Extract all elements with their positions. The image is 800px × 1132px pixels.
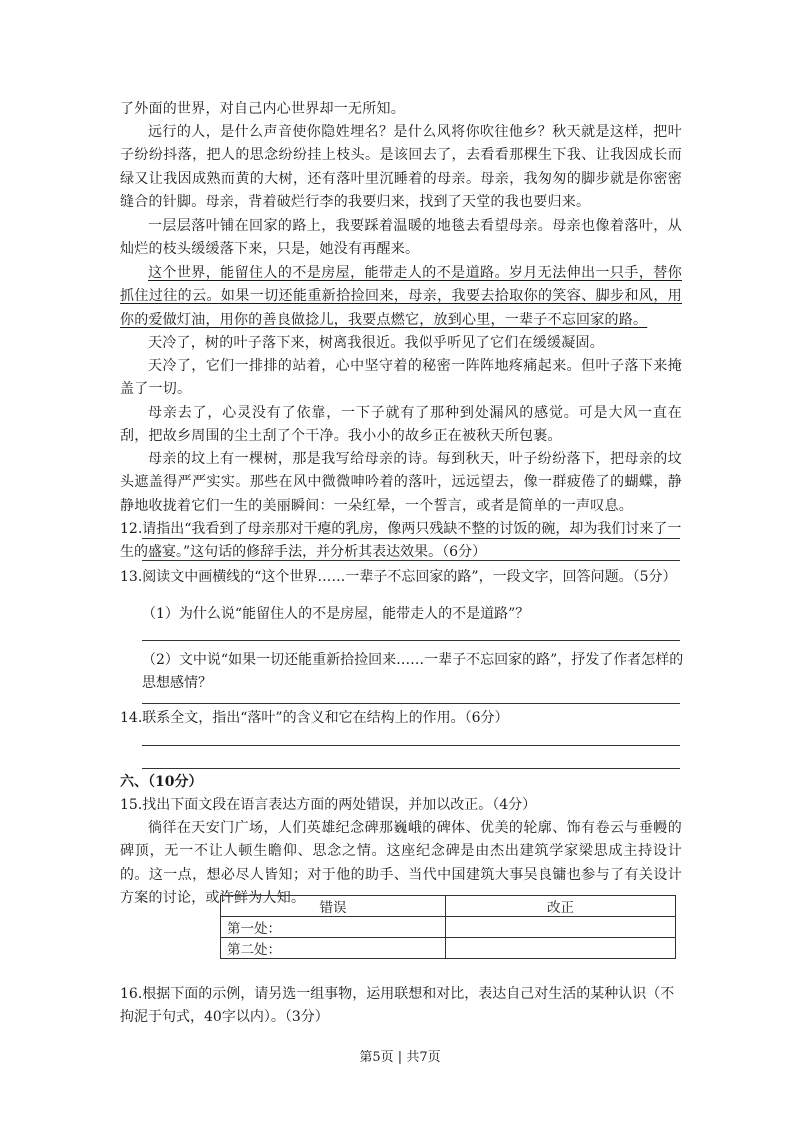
question-12 — [120, 518, 686, 565]
table-header-correction: 改正 — [446, 896, 676, 917]
passage-line-top: 了外面的世界，对自己内心世界却一无所知。 — [120, 101, 405, 117]
question-text: 根据下面的示例，请另选一组事物，运用联想和对比，表达自己对生活的某种认识（不拘泥于句式，40字以内）。（3分） — [120, 986, 675, 1026]
table-header-error: 错误 — [221, 896, 446, 917]
question-text: 请指出“我看到了母亲那对干瘪的乳房，像两只残缺不整的讨饭的碗，却为我们讨来了一生的盛宴。”这句话的修辞手法，并分析其表达效果。（6分） — [120, 521, 682, 561]
question-14 — [120, 707, 686, 730]
error-correction-table — [220, 895, 676, 959]
question-text: 找出下面文段在语言表达方面的两处错误，并加以改正。（4分） — [142, 797, 537, 813]
passage-paragraph-6: 母亲去了，心灵没有了依靠，一下子就有了那种到处漏风的感觉。可是大风一直在刮，把故乡周围的尘土刮了个干净。我小小的故乡正在被秋天所包裹。 — [120, 405, 682, 445]
passage-paragraph-1: 远行的人，是什么声音使你隐姓埋名？是什么风将你吹往他乡？秋天就是这样，把叶子纷纷抖落，把人的思念纷纷挂上枝头。是该回去了，去看看那棵生下我、让我因成长而绿又让我因成熟而黄的大树，还有落叶里沉睡着的母亲。母亲，我匆匆的脚步就是你密密缝合的针脚。母亲，背着破烂行李的我要归来，找到了天堂的我也要归来。 — [120, 124, 682, 210]
question-number: 16. — [120, 986, 143, 1002]
table-cell-label[interactable]: 第一处： — [221, 917, 446, 938]
table-row — [221, 917, 676, 938]
answer-line[interactable] — [142, 768, 680, 769]
passage-paragraph-5: 天冷了，它们一排排的站着，心中坚守着的秘密一阵阵地疼痛起来。但叶子落下来掩盖了一切。 — [120, 358, 682, 398]
question-text: 阅读文中画横线的“这个世界……一辈子不忘回家的路”，一段文字，回答问题。（5分） — [142, 569, 677, 585]
answer-line[interactable] — [142, 560, 680, 561]
answer-line[interactable] — [142, 745, 680, 746]
question-16 — [120, 983, 686, 1030]
passage-paragraph-7: 母亲的坟上有一棵树，那是我写给母亲的诗。每到秋天，叶子纷纷落下，把母亲的坟头遮盖得严严实实。那些在风中微微呻吟着的落叶，远远望去，像一群疲倦了的蝴蝶，静静地收拢着它们一生的美丽瞬间：一朵红晕，一个誓言，或者是简单的一声叹息。 — [120, 451, 682, 514]
question-number: 15. — [120, 797, 143, 813]
table-header-row — [221, 896, 676, 917]
table-cell-label[interactable]: 第二处： — [221, 938, 446, 959]
question-13 — [120, 566, 686, 589]
question-number: 14. — [120, 710, 143, 726]
table-row — [221, 938, 676, 959]
question-15 — [120, 794, 686, 817]
passage-paragraph-underlined: 这个世界，能留住人的不是房屋，能带走人的不是道路。岁月无法伸出一只手，替你抓住过往的云。如果一切还能重新拾捡回来，母亲，我要去拾取你的笑容、脚步和风，用你的爱做灯油，用你的善良做捻儿，我要点燃它，放到心里，一辈子不忘回家的路。 — [120, 265, 682, 328]
question-13-sub-1: （1）为什么说“能留住人的不是房屋，能带走人的不是道路”？ — [142, 606, 530, 622]
answer-line[interactable] — [142, 640, 680, 641]
table-cell-answer[interactable] — [446, 938, 676, 959]
question-15-passage: 徜徉在天安门广场，人们英雄纪念碑那巍峨的碑体、优美的轮廓、饰有卷云与垂幔的碑顶，无一不让人顿生瞻仰、思念之情。这座纪念碑是由杰出建筑学家梁思成主持设计的。这一点，想必尽人皆知；对于他的助手、当代中国建筑大事吴良镛也参与了有关设计方案的讨论，或许鲜为人知。 — [120, 820, 682, 906]
section-heading: 六、（10分） — [120, 774, 203, 790]
answer-line[interactable] — [142, 703, 680, 704]
page-footer: 第5页 | 共7页 — [359, 1050, 441, 1065]
passage-paragraph-4: 天冷了，树的叶子落下来，树离我很近。我似乎听见了它们在缓缓凝固。 — [148, 335, 604, 351]
table-cell-answer[interactable] — [446, 917, 676, 938]
passage-paragraph-2: 一层层落叶铺在回家的路上，我要踩着温暖的地毯去看望母亲。母亲也像着落叶，从灿烂的枝头缓缓落下来，只是，她没有再醒来。 — [120, 218, 682, 258]
answer-line[interactable] — [142, 538, 680, 539]
question-number: 13. — [120, 569, 143, 585]
question-text: 联系全文，指出“落叶”的含义和它在结构上的作用。（6分） — [142, 710, 509, 726]
question-number: 12. — [120, 521, 143, 537]
question-13-sub-2: （2）文中说“如果一切还能重新拾捡回来……一辈子不忘回家的路”，抒发了作者怎样的思想感情？ — [142, 652, 684, 692]
